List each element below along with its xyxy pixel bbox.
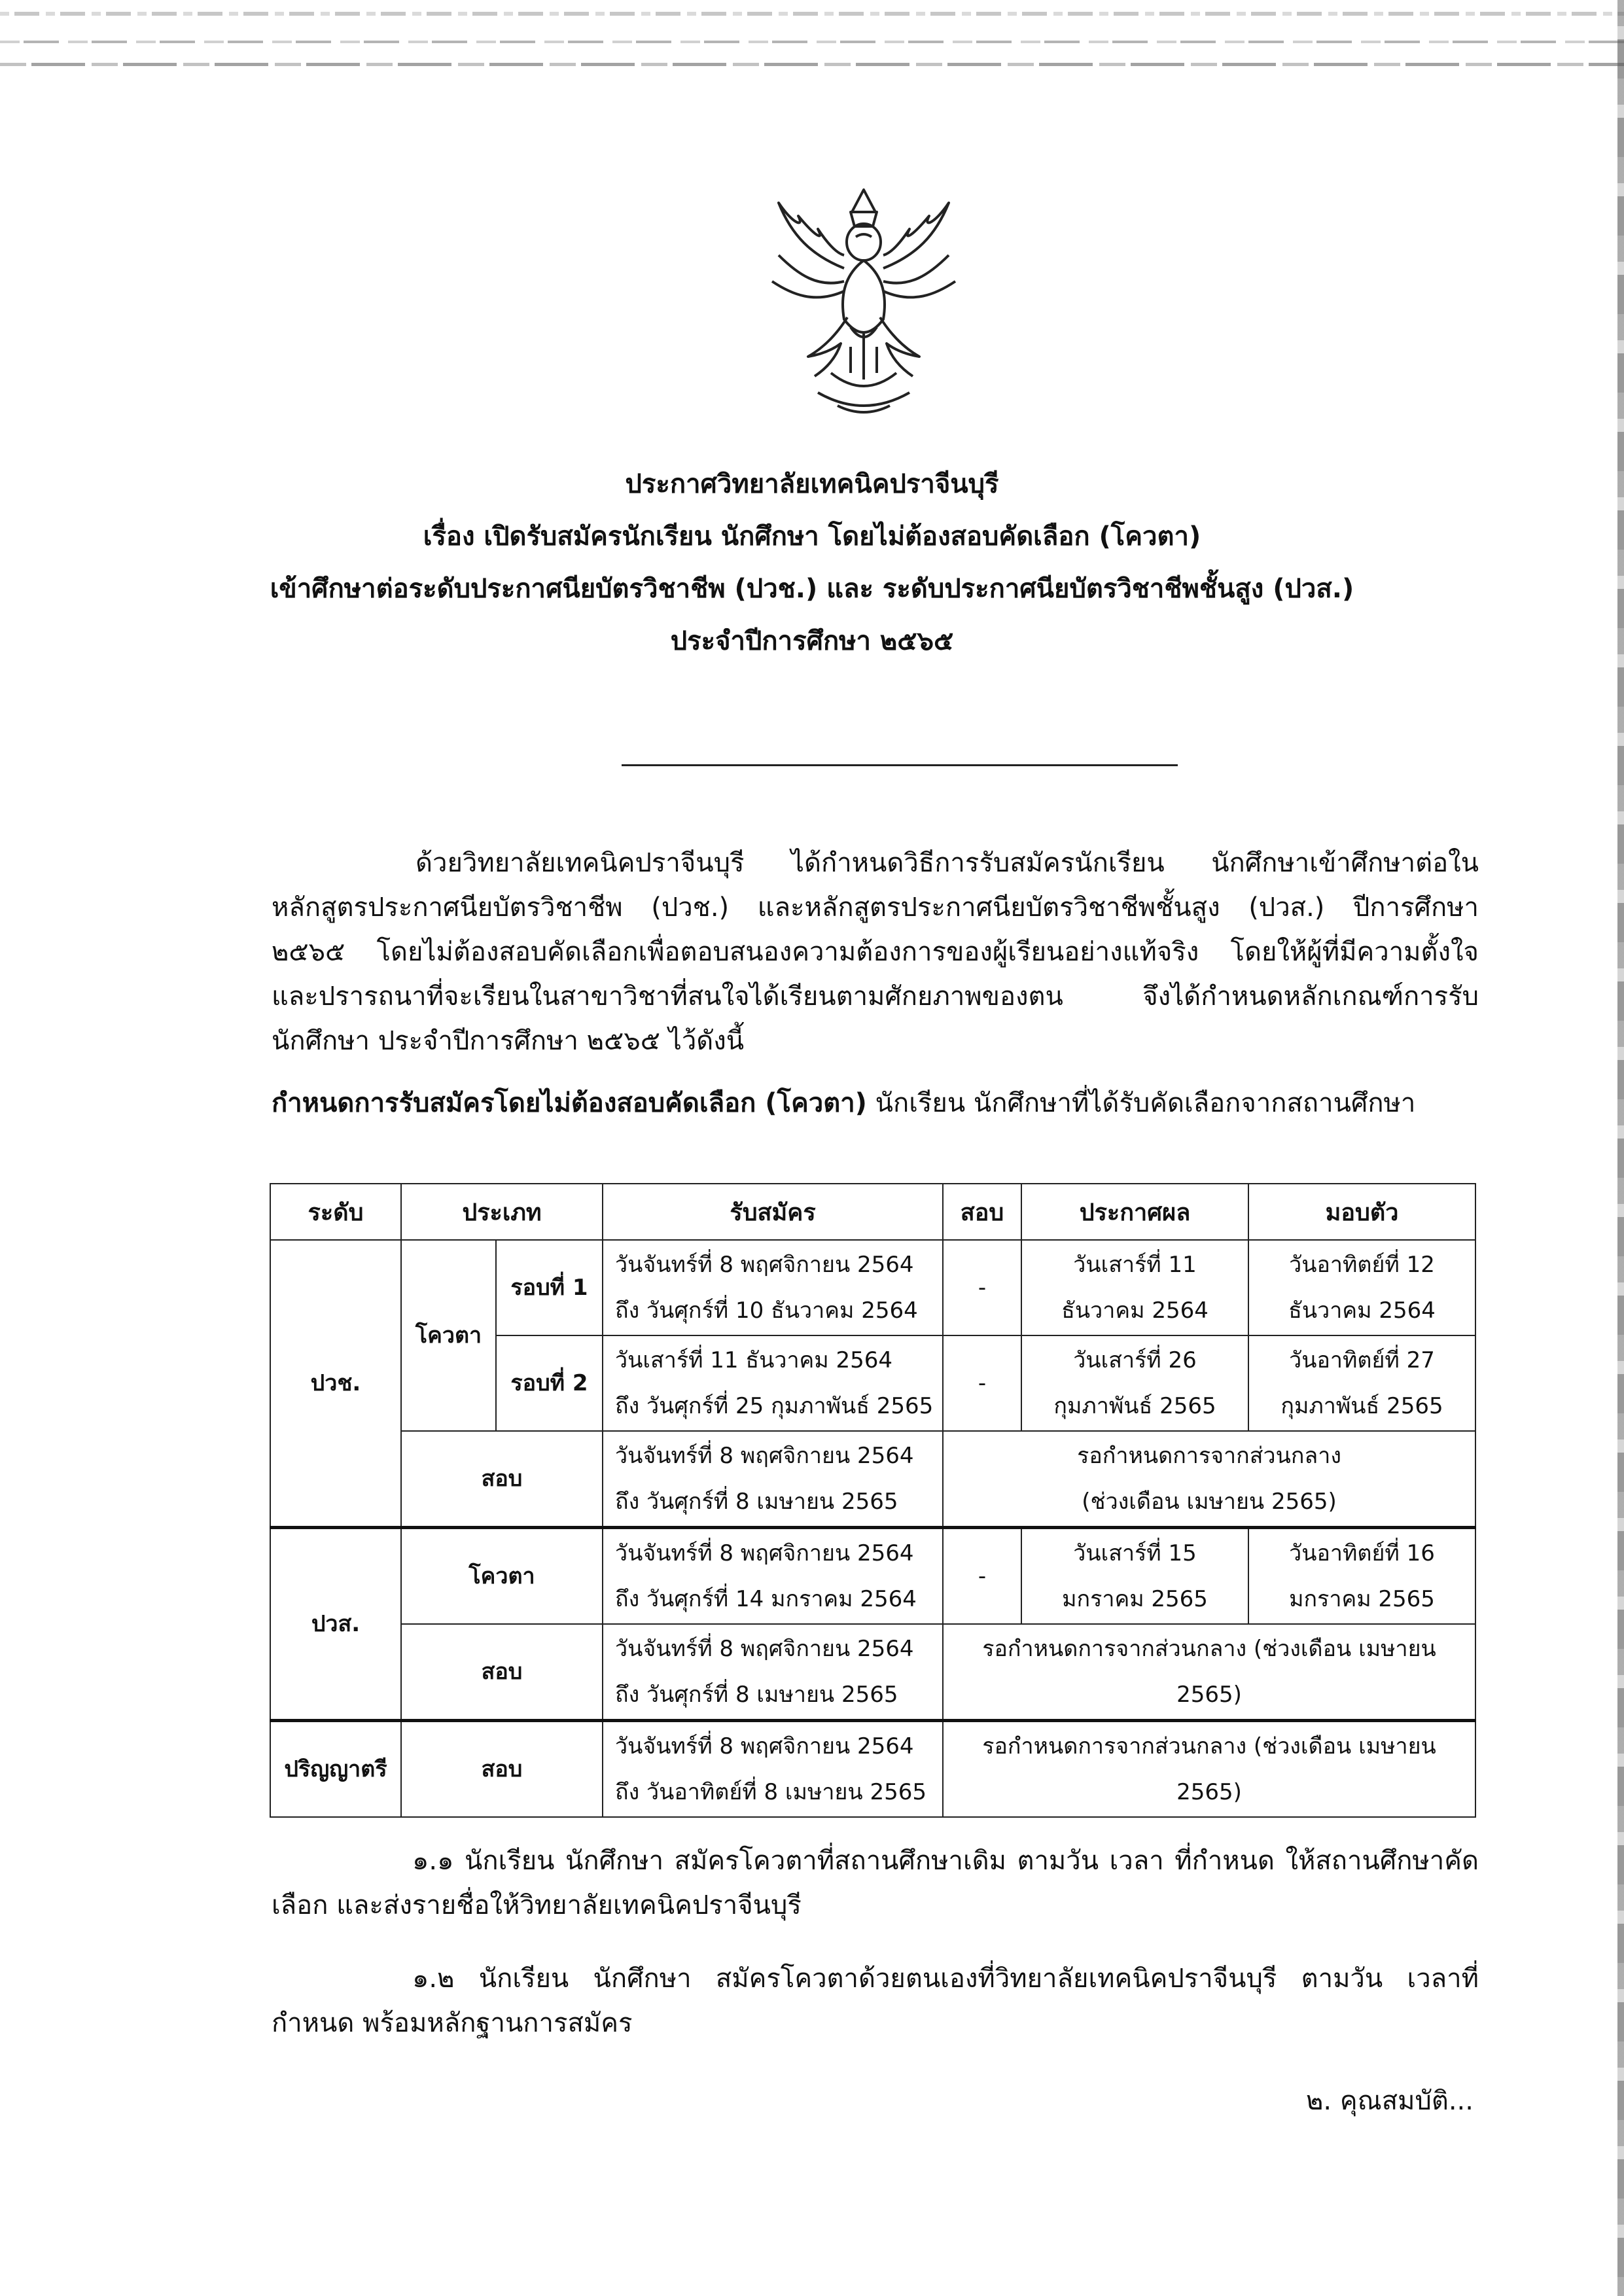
report-date: วันอาทิตย์ที่ 27 กุมภาพันธ์ 2565 bbox=[1248, 1335, 1475, 1431]
type-quota: โควตา bbox=[401, 1528, 603, 1625]
announcement-title bbox=[0, 458, 1624, 667]
announce-date: วันเสาร์ที่ 26 กุมภาพันธ์ 2565 bbox=[1021, 1335, 1248, 1431]
report-date: วันอาทิตย์ที่ 16 มกราคม 2565 bbox=[1248, 1528, 1475, 1625]
item-1-2: ๑.๒ นักเรียน นักศึกษา สมัครโควตาด้วยตนเองที่วิทยาลัยเทคนิคปราจีนบุรี ตามวัน เวลาที่กำหนด พร้อมหลักฐานการสมัคร bbox=[272, 1964, 1479, 2038]
table-row bbox=[270, 1240, 1475, 1335]
header-announce: ประกาศผล bbox=[1021, 1184, 1248, 1240]
garuda-emblem-icon bbox=[752, 177, 975, 425]
level-pvs: ปวส. bbox=[270, 1528, 401, 1721]
report-date: วันอาทิตย์ที่ 12 ธันวาคม 2564 bbox=[1248, 1240, 1475, 1335]
exam-dash: - bbox=[943, 1528, 1021, 1625]
pending-note: รอกำหนดการจากส่วนกลาง (ช่วงเดือน เมษายน 2565) bbox=[943, 1721, 1475, 1818]
exam-dash: - bbox=[943, 1240, 1021, 1335]
scan-artifact-top-2 bbox=[0, 41, 1624, 43]
apply-dates: วันจันทร์ที่ 8 พฤศจิกายน 2564 ถึง วันศุกร์ที่ 8 เมษายน 2565 bbox=[603, 1624, 943, 1721]
table-row bbox=[270, 1721, 1475, 1818]
header-type: ประเภท bbox=[401, 1184, 603, 1240]
header-exam: สอบ bbox=[943, 1184, 1021, 1240]
scan-artifact-edge bbox=[1617, 0, 1624, 2296]
title-line-1: ประกาศวิทยาลัยเทคนิคปราจีนบุรี bbox=[625, 469, 999, 499]
caption-rest: นักเรียน นักศึกษาที่ได้รับคัดเลือกจากสถานศึกษา bbox=[866, 1088, 1416, 1118]
schedule-table bbox=[270, 1183, 1476, 1818]
pending-note: รอกำหนดการจากส่วนกลาง (ช่วงเดือน เมษายน 2565) bbox=[943, 1431, 1475, 1528]
scan-artifact-top-3 bbox=[0, 63, 1624, 66]
announce-date: วันเสาร์ที่ 15 มกราคม 2565 bbox=[1021, 1528, 1248, 1625]
type-exam: สอบ bbox=[401, 1721, 603, 1818]
table-header-row bbox=[270, 1184, 1475, 1240]
intro-paragraph: ด้วยวิทยาลัยเทคนิคปราจีนบุรี ได้กำหนดวิธีการรับสมัครนักเรียน นักศึกษาเข้าศึกษาต่อในหลักสูตรประกาศนียบัตรวิชาชีพ (ปวช.) และหลักสูตรประกาศนียบัตรวิชาชีพชั้นสูง (ปวส.) ปีการศึกษา ๒๕๖๕ โดยไม่ต้องสอบคัดเลือกเพื่อตอบสนองความต้องการของผู้เรียนอย่างแท้จริง โดยให้ผู้ที่มีความตั้งใจและปรารถนาที่จะเรียนในสาขาวิชาที่สนใจได้เรียนตามศักยภาพของตน จึงได้กำหนดหลักเกณฑ์การรับนักศึกษา ประจำปีการศึกษา ๒๕๖๕ ไว้ดังนี้ bbox=[272, 848, 1479, 1056]
level-bachelor: ปริญญาตรี bbox=[270, 1721, 401, 1818]
round-1: รอบที่ 1 bbox=[496, 1240, 603, 1335]
round-2: รอบที่ 2 bbox=[496, 1335, 603, 1431]
scan-artifact-top bbox=[0, 12, 1624, 16]
apply-dates: วันจันทร์ที่ 8 พฤศจิกายน 2564 ถึง วันศุกร์ที่ 10 ธันวาคม 2564 bbox=[603, 1240, 943, 1335]
apply-dates: วันจันทร์ที่ 8 พฤศจิกายน 2564 ถึง วันศุกร์ที่ 14 มกราคม 2564 bbox=[603, 1528, 943, 1625]
announce-date: วันเสาร์ที่ 11 ธันวาคม 2564 bbox=[1021, 1240, 1248, 1335]
level-pvc: ปวช. bbox=[270, 1240, 401, 1528]
table-caption bbox=[272, 1081, 1479, 1125]
title-line-2: เรื่อง เปิดรับสมัครนักเรียน นักศึกษา โดยไม่ต้องสอบคัดเลือก (โควตา) bbox=[423, 521, 1201, 552]
header-level: ระดับ bbox=[270, 1184, 401, 1240]
type-exam: สอบ bbox=[401, 1624, 603, 1721]
apply-dates: วันจันทร์ที่ 8 พฤศจิกายน 2564 ถึง วันอาทิตย์ที่ 8 เมษายน 2565 bbox=[603, 1721, 943, 1818]
apply-dates: วันจันทร์ที่ 8 พฤศจิกายน 2564 ถึง วันศุกร์ที่ 8 เมษายน 2565 bbox=[603, 1431, 943, 1528]
exam-dash: - bbox=[943, 1335, 1021, 1431]
item-1-1: ๑.๑ นักเรียน นักศึกษา สมัครโควตาที่สถานศึกษาเดิม ตามวัน เวลา ที่กำหนด ให้สถานศึกษาคัดเลือก และส่งรายชื่อให้วิทยาลัยเทคนิคปราจีนบุรี bbox=[272, 1846, 1479, 1920]
title-line-4: ประจำปีการศึกษา ๒๕๖๕ bbox=[670, 626, 954, 656]
header-apply: รับสมัคร bbox=[603, 1184, 943, 1240]
caption-bold: กำหนดการรับสมัครโดยไม่ต้องสอบคัดเลือก (โควตา) bbox=[272, 1088, 867, 1118]
table-row bbox=[270, 1528, 1475, 1625]
pending-note: รอกำหนดการจากส่วนกลาง (ช่วงเดือน เมษายน 2565) bbox=[943, 1624, 1475, 1721]
continued-marker: ๒. คุณสมบัติ... bbox=[1306, 2086, 1474, 2116]
type-quota: โควตา bbox=[401, 1240, 496, 1431]
type-exam: สอบ bbox=[401, 1431, 603, 1528]
title-line-3: เข้าศึกษาต่อระดับประกาศนียบัตรวิชาชีพ (ปวช.) และ ระดับประกาศนียบัตรวิชาชีพชั้นสูง (ปวส.) bbox=[270, 574, 1354, 604]
title-divider bbox=[622, 764, 1178, 766]
apply-dates: วันเสาร์ที่ 11 ธันวาคม 2564 ถึง วันศุกร์ที่ 25 กุมภาพันธ์ 2565 bbox=[603, 1335, 943, 1431]
table-row bbox=[270, 1431, 1475, 1528]
header-report: มอบตัว bbox=[1248, 1184, 1475, 1240]
table-row bbox=[270, 1624, 1475, 1721]
